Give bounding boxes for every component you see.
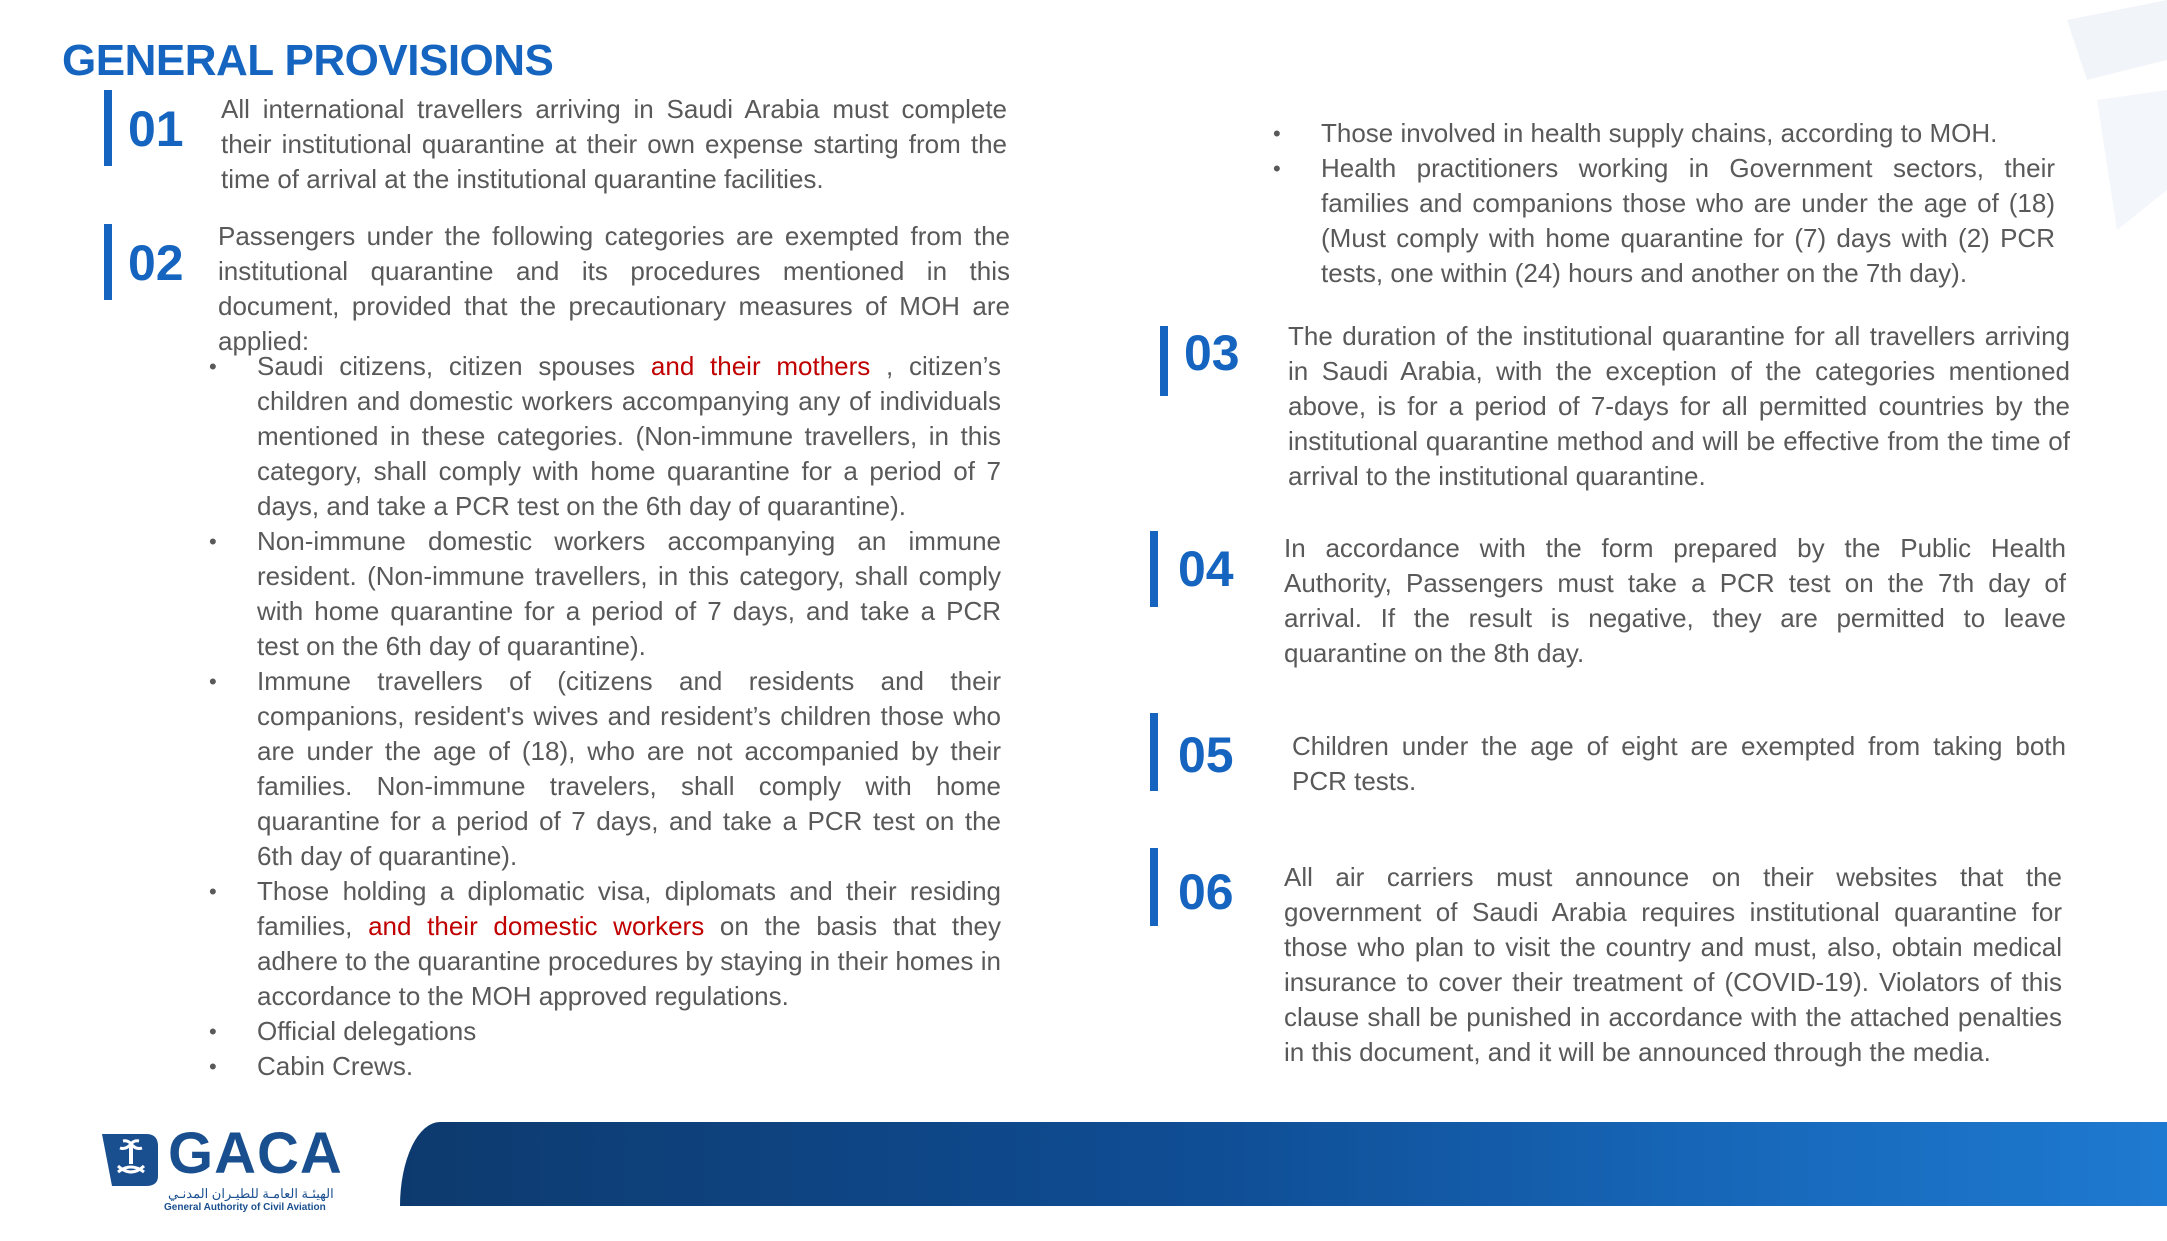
list-item <box>209 1049 1001 1084</box>
section-02-text: Passengers under the following categories are exempted from the institutional quarantine and its procedures mentioned in this document, provided that the precautionary measures of MOH are applied: <box>218 221 1010 356</box>
logo-english-name: General Authority of Civil Aviation <box>164 1202 326 1213</box>
section-06-text: All air carriers must announce on their websites that the government of Saudi Arabia requires institutional quarantine for those who plan to visit the country and must, also, obtain medical insurance to cover their treatment of (COVID-19). Violators of this clause shall be punished in accordance with the attached penalties in this document, and it will be announced through the media. <box>1284 862 2062 1067</box>
item-text: Saudi citizens, citizen spouses <box>257 351 651 381</box>
section-01-marker <box>104 90 112 166</box>
bullet-icon: • <box>209 1019 217 1044</box>
list-item <box>209 349 1001 524</box>
footer-band <box>400 1122 2167 1206</box>
bullet-icon: • <box>209 669 217 694</box>
section-04-number: 04 <box>1178 541 1234 597</box>
section-04-marker <box>1150 531 1158 607</box>
section-03-text: The duration of the institutional quarantine for all travellers arriving in Saudi Arabia, with the exception of the categories mentioned above, is for a period of 7-days for all permitted countries by the institutional quarantine method and will be effective from the time of arrival to the institutional quarantine. <box>1288 321 2070 491</box>
item-text: Those involved in health supply chains, according to MOH. <box>1321 118 1998 148</box>
bullet-icon: • <box>209 1054 217 1079</box>
highlighted-text: and their domestic workers <box>368 911 705 941</box>
logo-wordmark: GACA <box>168 1121 343 1186</box>
list-item <box>209 664 1001 874</box>
section-04-text: In accordance with the form prepared by the Public Health Authority, Passengers must take a PCR test on the 7th day of arrival. If the result is negative, they are permitted to leave quarantine on the 8th day. <box>1284 533 2066 668</box>
gaca-logo <box>98 1120 348 1220</box>
logo-arabic-name: الهيئـة العامـة للطيـران المدنـي <box>168 1186 334 1201</box>
item-text: , citizen’s children and domestic workers accompanying any of individuals mentioned in these categories. (Non-immune travellers, in this category, shall comply with home quarantine for a period of 7 days, and take a PCR test on the 6th day of quarantine). <box>257 351 1001 521</box>
section-02-continued-list <box>1273 116 2055 291</box>
section-06-marker <box>1150 848 1158 926</box>
bullet-icon: • <box>209 879 217 904</box>
item-text: Cabin Crews. <box>257 1051 414 1081</box>
section-05-number: 05 <box>1178 727 1234 783</box>
list-item <box>209 524 1001 664</box>
section-01-text: All international travellers arriving in Saudi Arabia must complete their institutional quarantine at their own expense starting from the time of arrival at the institutional quarantine facilities. <box>221 94 1007 194</box>
section-02-exemption-list <box>209 349 1001 1084</box>
highlighted-text: and their mothers <box>650 351 871 381</box>
bullet-icon: • <box>209 529 217 554</box>
section-06-number: 06 <box>1178 864 1234 920</box>
section-02-marker <box>104 224 112 300</box>
list-item <box>1273 116 2055 151</box>
section-02-number: 02 <box>128 235 184 291</box>
list-item <box>209 874 1001 1014</box>
list-item <box>1273 151 2055 291</box>
list-item <box>209 1014 1001 1049</box>
item-text: Those holding a diplomatic visa, diplomats and their residing families, <box>257 876 1001 941</box>
bullet-icon: • <box>1273 156 1281 181</box>
palm-swords-emblem-icon <box>98 1126 164 1192</box>
bullet-icon: • <box>1273 121 1281 146</box>
section-03-marker <box>1160 326 1168 396</box>
item-text: Official delegations <box>257 1016 477 1046</box>
section-01-number: 01 <box>128 101 184 157</box>
bullet-icon: • <box>209 354 217 379</box>
section-03-number: 03 <box>1184 325 1240 381</box>
item-text: Immune travellers of (citizens and residents and their companions, resident's wives and resident’s children those who are under the age of (18), who are not accompanied by their families. Non-immune travelers, shall comply with home quarantine for a period of 7 days, and take a PCR test on the 6th day of quarantine). <box>257 666 1001 871</box>
item-text: on the basis that they adhere to the quarantine procedures by staying in their homes in accordance to the MOH approved regulations. <box>257 911 1002 1011</box>
item-text: Health practitioners working in Government sectors, their families and companions those who are under the age of (18) (Must comply with home quarantine for (7) days with (2) PCR tests, one within (24) hours and another on the 7th day). <box>1321 153 2055 288</box>
page-title: GENERAL PROVISIONS <box>62 36 554 85</box>
section-05-marker <box>1150 713 1158 791</box>
item-text: Non-immune domestic workers accompanying an immune resident. (Non-immune travellers, in this category, shall comply with home quarantine for a period of 7 days, and take a PCR test on the 6th day of quarantine). <box>257 526 1001 661</box>
section-05-text: Children under the age of eight are exempted from taking both PCR tests. <box>1292 731 2066 796</box>
